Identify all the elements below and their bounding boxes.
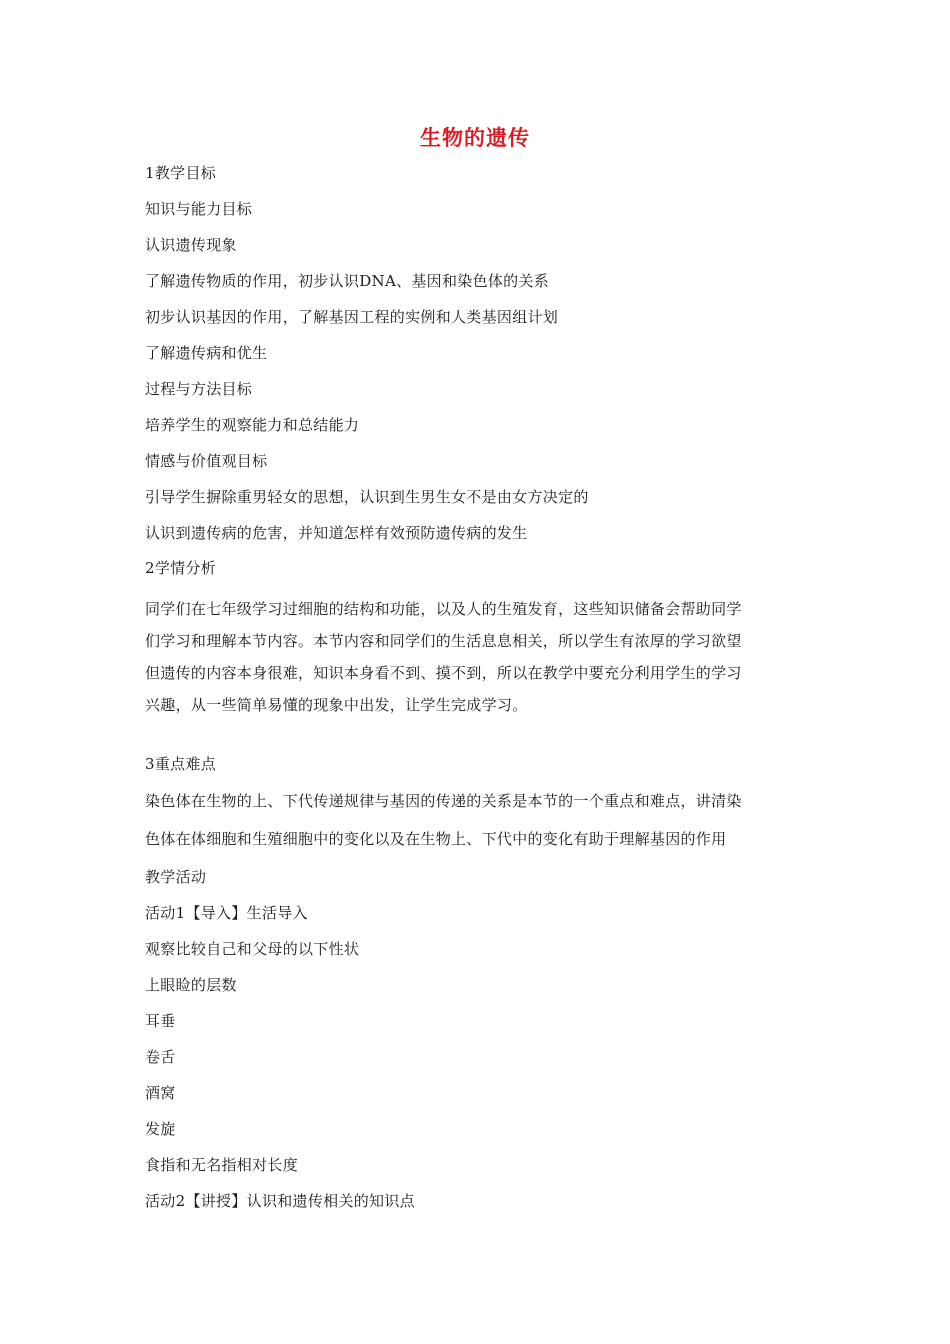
section-heading-analysis: 2学情分析	[145, 559, 217, 577]
text-line: 培养学生的观察能力和总结能力	[145, 416, 360, 434]
section-heading-key-points: 3重点难点	[145, 755, 217, 773]
paragraph-line: 但遗传的内容本身很难，知识本身看不到、摸不到，所以在教学中要充分利用学生的学习	[145, 664, 742, 682]
text-line: 了解遗传病和优生	[145, 344, 268, 362]
text-line: 知识与能力目标	[145, 200, 253, 218]
text-line: 上眼睑的层数	[145, 976, 237, 994]
text-line: 卷舌	[145, 1048, 176, 1066]
text-line: 观察比较自己和父母的以下性状	[145, 940, 360, 958]
text-line: 情感与价值观目标	[145, 452, 268, 470]
activity-heading: 活动2【讲授】认识和遗传相关的知识点	[145, 1192, 415, 1210]
document-title: 生物的遗传	[420, 126, 530, 150]
text-line: 引导学生摒除重男轻女的思想，认识到生男生女不是由女方决定的	[145, 488, 589, 506]
text-line: 认识到遗传病的危害，并知道怎样有效预防遗传病的发生	[145, 524, 528, 542]
text-line: 酒窝	[145, 1084, 176, 1102]
text-line: 食指和无名指相对长度	[145, 1156, 299, 1174]
paragraph-line: 同学们在七年级学习过细胞的结构和功能，以及人的生殖发育，这些知识储备会帮助同学	[145, 600, 742, 618]
text-line: 教学活动	[145, 868, 207, 886]
paragraph-line: 色体在体细胞和生殖细胞中的变化以及在生物上、下代中的变化有助于理解基因的作用	[145, 830, 727, 848]
section-heading-objectives: 1教学目标	[145, 164, 217, 182]
analysis-paragraph	[145, 595, 810, 719]
text-line: 发旋	[145, 1120, 176, 1138]
text-line: 认识遗传现象	[145, 236, 237, 254]
text-line: 初步认识基因的作用，了解基因工程的实例和人类基因组计划	[145, 308, 559, 326]
paragraph-line: 们学习和理解本节内容。本节内容和同学们的生活息息相关，所以学生有浓厚的学习欲望	[145, 632, 742, 650]
text-line: 了解遗传物质的作用，初步认识DNA、基因和染色体的关系	[145, 272, 550, 290]
key-points-paragraph	[145, 789, 810, 851]
paragraph-line: 兴趣，从一些简单易懂的现象中出发，让学生完成学习。	[145, 696, 528, 714]
paragraph-line: 染色体在生物的上、下代传递规律与基因的传递的关系是本节的一个重点和难点，讲清染	[145, 792, 742, 810]
activity-heading: 活动1【导入】生活导入	[145, 904, 308, 922]
text-line: 耳垂	[145, 1012, 176, 1030]
text-line: 过程与方法目标	[145, 380, 253, 398]
